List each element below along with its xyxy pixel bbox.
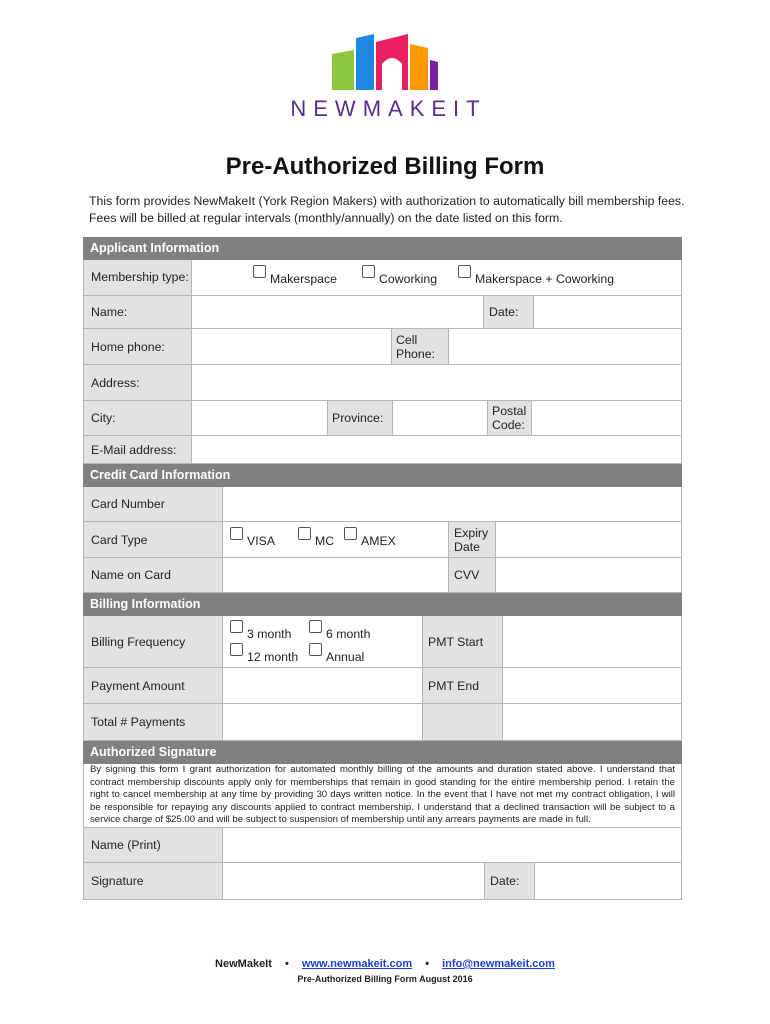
makerspace-coworking-label: Makerspace + Coworking — [475, 272, 615, 286]
city-input[interactable] — [191, 401, 327, 435]
billing-section-header: Billing Information — [83, 593, 682, 616]
footer-bullet-2: • — [425, 958, 430, 970]
freq-3-month-option[interactable] — [230, 620, 291, 641]
cvv-input[interactable] — [495, 558, 681, 592]
coworking-checkbox[interactable] — [362, 265, 375, 278]
address-label: Address: — [84, 365, 191, 400]
payment-amount-input[interactable] — [222, 668, 422, 703]
membership-coworking-option[interactable] — [362, 265, 437, 286]
card-mc-option[interactable] — [298, 527, 334, 548]
3-month-checkbox[interactable] — [230, 620, 243, 633]
intro-text: This form provides NewMakeIt (York Region Makers) with authorization to automatically bill membership fees. Fees will be billed at regular intervals (monthly/annually) on the date listed on this form. — [89, 194, 685, 225]
6-month-label: 6 month — [326, 627, 371, 641]
address-input[interactable] — [191, 365, 681, 400]
province-input[interactable] — [392, 401, 487, 435]
card-number-input[interactable] — [222, 487, 681, 521]
billing-frequency-field — [222, 616, 422, 667]
makerspace-checkbox[interactable] — [253, 265, 266, 278]
pmt-end-input[interactable] — [502, 668, 681, 703]
visa-checkbox[interactable] — [230, 527, 243, 540]
name-on-card-input[interactable] — [222, 558, 448, 592]
pmt-start-label: PMT Start — [422, 616, 502, 667]
membership-makerspace-option[interactable] — [253, 265, 337, 286]
footer-bullet-1: • — [284, 958, 289, 970]
expiry-date-input[interactable] — [495, 522, 681, 557]
freq-12-month-option[interactable] — [230, 643, 298, 664]
billing-frequency-label: Billing Frequency — [84, 616, 222, 667]
total-payments-label: Total # Payments — [84, 704, 222, 740]
cell-phone-input[interactable] — [448, 329, 681, 364]
signature-label: Signature — [84, 863, 222, 899]
card-amex-option[interactable] — [344, 527, 396, 548]
date-label: Date: — [483, 296, 533, 328]
card-type-label: Card Type — [84, 522, 222, 557]
page-title: Pre-Authorized Billing Form — [225, 153, 545, 180]
logo-text: NEWMAKEIT — [290, 96, 487, 121]
12-month-label: 12 month — [247, 650, 299, 664]
website-link[interactable]: www.newmakeit.com — [301, 958, 413, 970]
name-print-input[interactable] — [222, 828, 681, 862]
cvv-label: CVV — [448, 558, 495, 592]
newmakeit-logo-icon — [330, 30, 440, 92]
name-label: Name: — [84, 296, 191, 328]
6-month-checkbox[interactable] — [309, 620, 322, 633]
cell-phone-label: Cell Phone: — [391, 329, 448, 364]
name-on-card-label: Name on Card — [84, 558, 222, 592]
amex-checkbox[interactable] — [344, 527, 357, 540]
postal-code-input[interactable] — [531, 401, 681, 435]
freq-6-month-option[interactable] — [309, 620, 370, 641]
name-input[interactable] — [191, 296, 483, 328]
city-label: City: — [84, 401, 191, 435]
applicant-section-header: Applicant Information — [83, 237, 682, 260]
mc-label: MC — [315, 534, 335, 548]
visa-label: VISA — [247, 534, 276, 548]
makerspace-coworking-checkbox[interactable] — [458, 265, 471, 278]
payment-amount-label: Payment Amount — [84, 668, 222, 703]
signature-input[interactable] — [222, 863, 484, 899]
signature-date-label: Date: — [484, 863, 534, 899]
footer-org: NewMakeIt — [215, 958, 272, 970]
card-visa-option[interactable] — [230, 527, 275, 548]
credit-card-section-header: Credit Card Information — [83, 464, 682, 487]
email-input[interactable] — [191, 436, 681, 463]
mc-checkbox[interactable] — [298, 527, 311, 540]
membership-both-option[interactable] — [458, 265, 614, 286]
freq-annual-option[interactable] — [309, 643, 364, 664]
12-month-checkbox[interactable] — [230, 643, 243, 656]
email-link[interactable]: info@newmakeit.com — [442, 958, 555, 970]
terms-block — [84, 764, 681, 827]
3-month-label: 3 month — [247, 627, 292, 641]
home-phone-input[interactable] — [191, 329, 391, 364]
billing-form — [83, 237, 682, 900]
footer-form-version: Pre-Authorized Billing Form August 2016 — [297, 974, 473, 984]
membership-type-field — [191, 260, 681, 295]
signature-date-input[interactable] — [534, 863, 681, 899]
terms-text: By signing this form I grant authorization for automated monthly billing of the amounts and duration stated above. I understand that contract membership discounts apply only for memberships that remain in good standing for the entire membership period. I retain the right to cancel membership at any time by providing 30 days written notice. In the event that I have not met my contract obligation, I will be responsible for repaying any discounts applied to contract membership. I understand that a declined transaction will be subject to a service charge of $25.00 and will be subject to suspension of membership until any arrears payments are made in full. — [90, 764, 675, 826]
postal-code-label: Postal Code: — [487, 401, 531, 435]
date-input[interactable] — [533, 296, 681, 328]
province-label: Province: — [327, 401, 392, 435]
email-label: E-Mail address: — [84, 436, 191, 463]
name-print-label: Name (Print) — [84, 828, 222, 862]
annual-checkbox[interactable] — [309, 643, 322, 656]
card-type-field — [222, 522, 448, 557]
pmt-end-label: PMT End — [422, 668, 502, 703]
card-number-label: Card Number — [84, 487, 222, 521]
total-payments-extra-field — [502, 704, 681, 740]
total-payments-input[interactable] — [222, 704, 422, 740]
pmt-start-input[interactable] — [502, 616, 681, 667]
total-payments-spacer — [422, 704, 502, 740]
membership-type-label: Membership type: — [84, 260, 191, 295]
coworking-label: Coworking — [379, 272, 438, 286]
signature-section-header: Authorized Signature — [83, 741, 682, 764]
makerspace-label: Makerspace — [270, 272, 337, 286]
amex-label: AMEX — [361, 534, 396, 548]
expiry-date-label: Expiry Date — [448, 522, 495, 557]
logo — [0, 30, 770, 122]
footer — [0, 958, 770, 970]
annual-label: Annual — [326, 650, 365, 664]
home-phone-label: Home phone: — [84, 329, 191, 364]
